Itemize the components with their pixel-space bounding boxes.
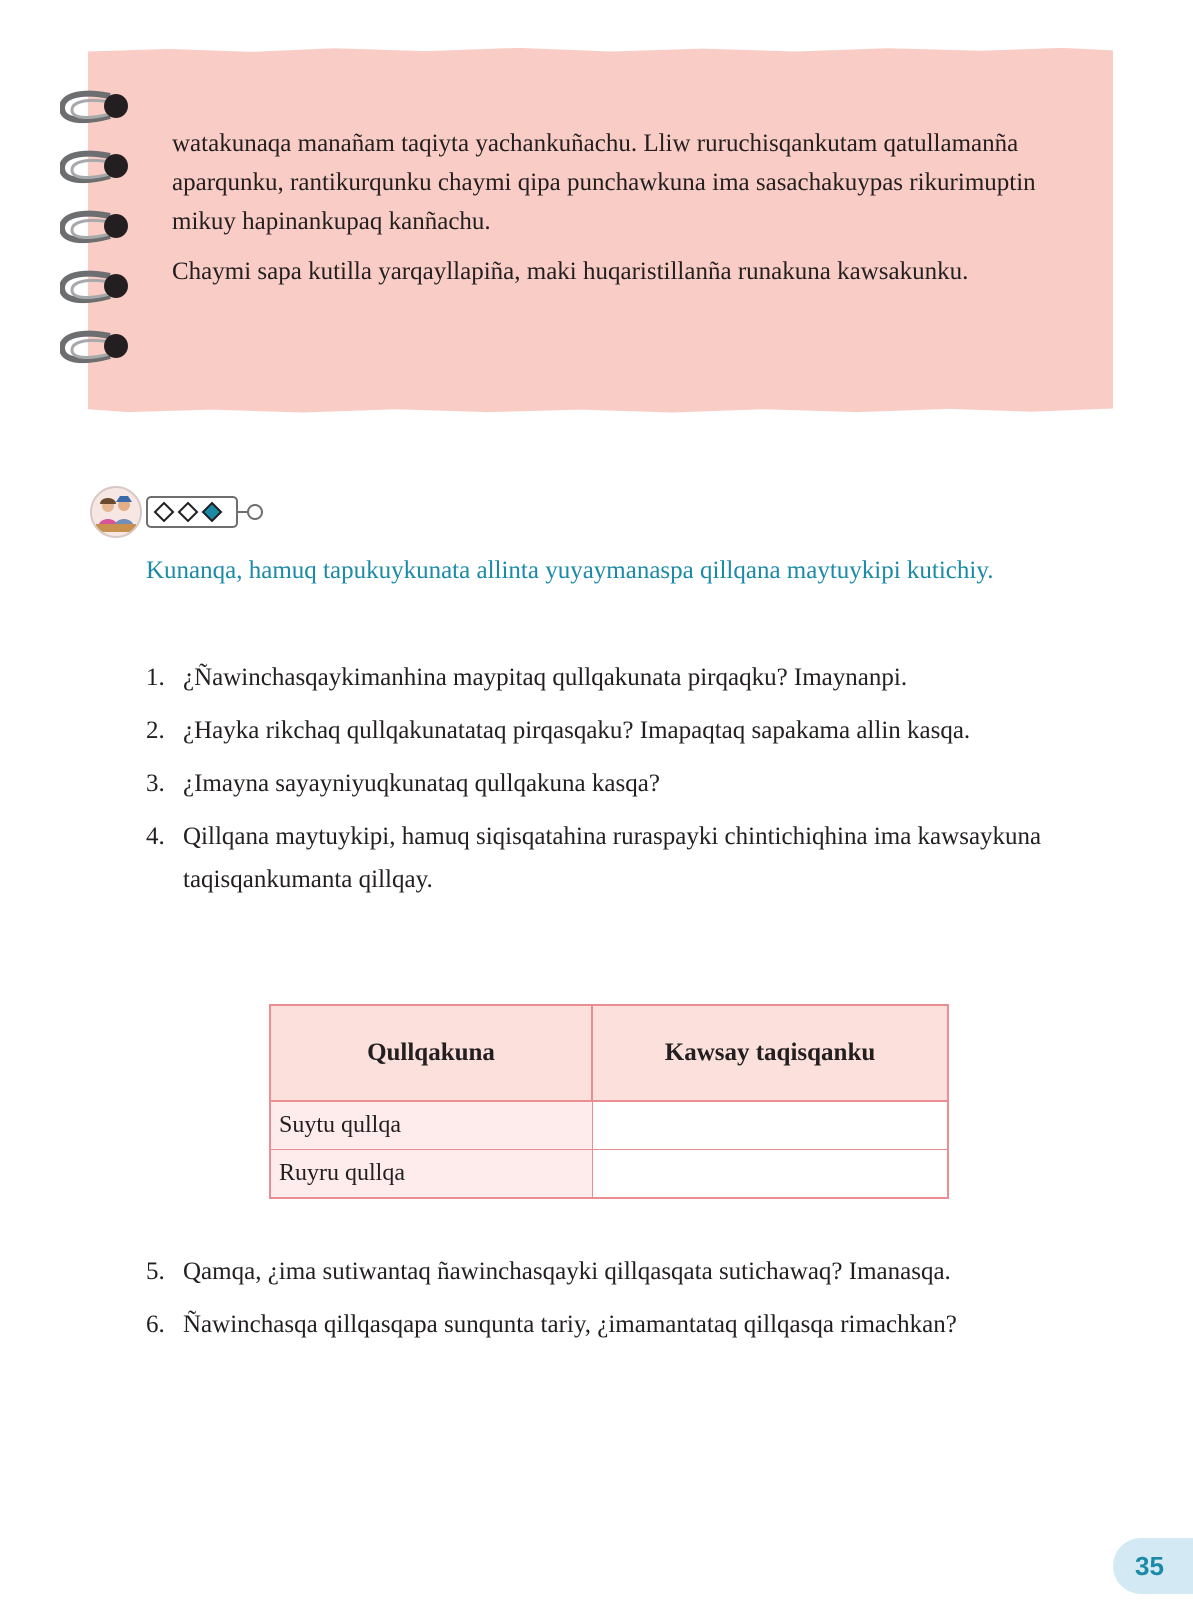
activity-header [90, 486, 270, 542]
question-text: ¿Imayna sayayniyuqkunataq qullqakuna kasqa? [183, 770, 660, 797]
question-number: 1. [146, 664, 165, 691]
question-text: Ñawinchasqa qillqasqapa sunqunta tariy, ¿imamantataq qillqasqa rimachkan? [183, 1311, 957, 1338]
question-number: 6. [146, 1311, 165, 1338]
list-item [146, 1303, 1066, 1346]
table-header: Kawsay taqisqanku [592, 1005, 948, 1101]
list-item [146, 656, 1066, 699]
activity-instruction: Kunanqa, hamuq tapukuykunata allinta yuyaymanaspa qillqana maytuykipi kutichiy. [146, 557, 994, 584]
list-item [146, 709, 1066, 752]
question-number: 4. [146, 823, 165, 850]
question-number: 3. [146, 770, 165, 797]
students-avatar-icon [90, 486, 142, 538]
difficulty-diamonds-icon [146, 496, 266, 528]
table-cell: Ruyru qullqa [270, 1150, 592, 1199]
table-answer-cell [592, 1150, 948, 1199]
table-answer-cell [592, 1101, 948, 1150]
table-row [270, 1150, 948, 1199]
note-paragraph: Chaymi sapa kutilla yarqayllapiña, maki huqaristillanña runakuna kawsakunku. [172, 258, 969, 285]
list-item [146, 1250, 1066, 1293]
question-text: ¿Ñawinchasqaykimanhina maypitaq qullqakunata pirqaqku? Imaynanpi. [183, 664, 908, 691]
question-number: 5. [146, 1258, 165, 1285]
questions-list [146, 656, 1066, 911]
spiral-ring-icon [60, 146, 134, 190]
list-item [146, 762, 1066, 805]
spiral-ring-icon [60, 86, 134, 130]
table-row [270, 1101, 948, 1150]
table-header: Qullqakuna [270, 1005, 592, 1101]
storage-table [269, 1004, 949, 1199]
note-paragraph: watakunaqa manañam taqiyta yachankuñachu. Lliw ruruchisqankutam qatullamanña aparqunku, rantikurqunku chaymi qipa punchawkuna ima sasachakuypas rikurimuptin mikuy hapinankupaq kanñachu. [172, 130, 1036, 235]
question-text: Qillqana maytuykipi, hamuq siqisqatahina ruraspayki chintichiqhina ima kawsaykuna taqisqankumanta qillqay. [183, 823, 1042, 893]
page-number: 35 [1113, 1538, 1193, 1594]
spiral-ring-icon [60, 326, 134, 370]
question-text: Qamqa, ¿ima sutiwantaq ñawinchasqayki qillqasqata sutichawaq? Imanasqa. [183, 1258, 951, 1285]
note-text [172, 124, 1072, 302]
question-number: 2. [146, 717, 165, 744]
questions-list [146, 1250, 1066, 1356]
spiral-ring-icon [60, 206, 134, 250]
spiral-ring-icon [60, 266, 134, 310]
question-text: ¿Hayka rikchaq qullqakunatataq pirqasqaku? Imapaqtaq sapakama allin kasqa. [183, 717, 971, 744]
list-item [146, 815, 1066, 901]
table-cell: Suytu qullqa [270, 1101, 592, 1150]
